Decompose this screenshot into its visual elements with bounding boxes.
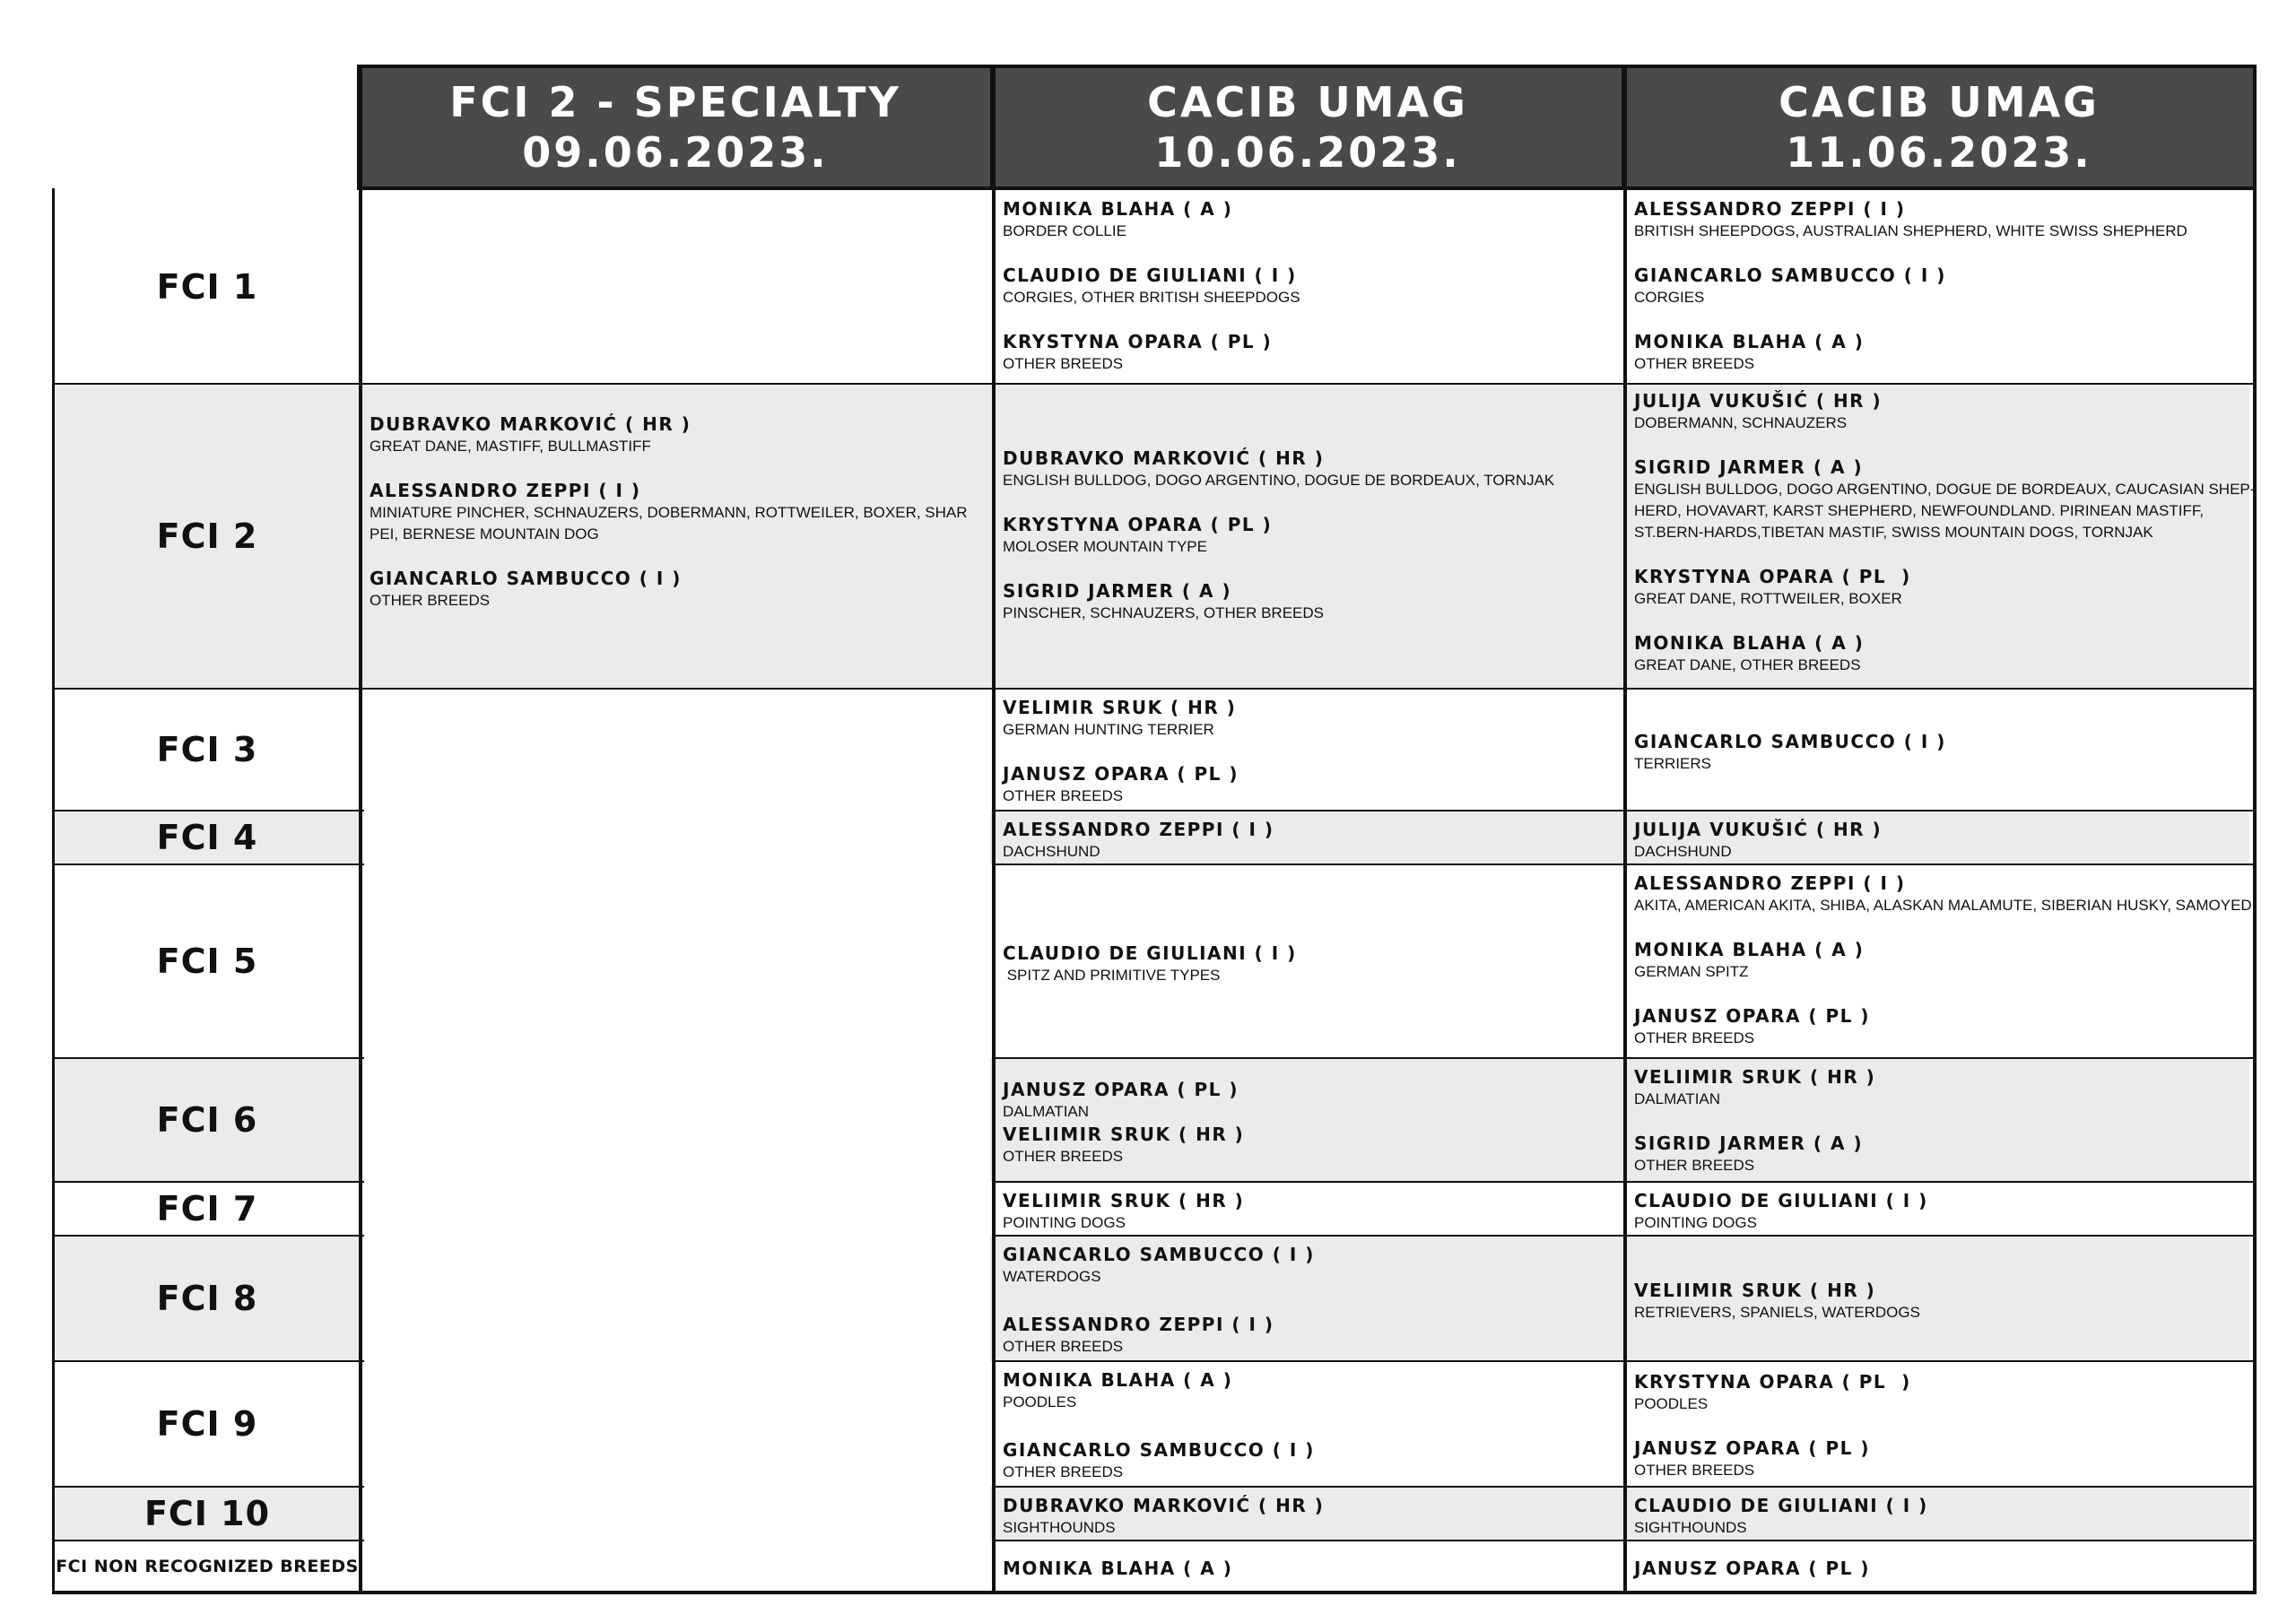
judge-name: ALESSANDRO ZEPPI ( I ) bbox=[1003, 819, 1274, 840]
breeds: POODLES bbox=[1003, 1393, 1077, 1410]
judge-name: KRYSTYNA OPARA ( PL ) bbox=[1634, 566, 1911, 587]
group-label-fci2: FCI 2 bbox=[156, 516, 258, 556]
breeds: RETRIEVERS, SPANIELS, WATERDOGS bbox=[1634, 1304, 1920, 1321]
breeds: ENGLISH BULLDOG, DOGO ARGENTINO, DOGUE DE BORDEAUX, TORNJAK bbox=[1003, 472, 1555, 489]
day2-fci4 bbox=[1627, 818, 1882, 863]
day2-fci7 bbox=[1627, 1189, 1928, 1234]
day2-fci8 bbox=[1627, 1279, 1920, 1324]
judge-name: CLAUDIO DE GIULIANI ( I ) bbox=[1634, 1495, 1928, 1516]
breeds: BORDER COLLIE bbox=[1003, 222, 1126, 239]
day1-fci2 bbox=[996, 447, 1554, 624]
judge-name: DUBRAVKO MARKOVIĆ ( HR ) bbox=[1003, 447, 1325, 469]
breeds: DACHSHUND bbox=[1634, 843, 1732, 860]
breeds: SPITZ AND PRIMITIVE TYPES bbox=[1003, 967, 1221, 984]
breeds: CORGIES, OTHER BRITISH SHEEPDOGS bbox=[1003, 289, 1300, 306]
breeds: DALMATIAN bbox=[1634, 1090, 1721, 1107]
judge-name: SIGRID JARMER ( A ) bbox=[1003, 580, 1232, 602]
breeds: POINTING DOGS bbox=[1003, 1214, 1126, 1231]
breeds: ENGLISH BULLDOG, DOGO ARGENTINO, DOGUE DE BORDEAUX, CAUCASIAN SHEP-HERD, HOVAVART, KARST SHEPHERD, NEWFOUNDLAND. PIRINEAN MASTIFF, ST.BERN-HARDS,TIBETAN MASTIF, SWISS MOUNTAIN DOGS, TORNJAK bbox=[1634, 481, 2256, 541]
breeds: DACHSHUND bbox=[1003, 843, 1100, 860]
row-line bbox=[54, 688, 2255, 690]
border-right bbox=[2253, 65, 2257, 1593]
breeds: POINTING DOGS bbox=[1634, 1214, 1757, 1231]
judge-name: MONIKA BLAHA ( A ) bbox=[1003, 198, 1233, 220]
judge-name: VELIIMIR SRUK ( HR ) bbox=[1003, 1124, 1245, 1145]
breeds: GERMAN HUNTING TERRIER bbox=[1003, 721, 1214, 738]
group-label-fci7: FCI 7 bbox=[156, 1189, 258, 1228]
specialty-fci2 bbox=[362, 412, 970, 612]
judge-name: VELIMIR SRUK ( HR ) bbox=[1003, 697, 1237, 718]
judge-name: MONIKA BLAHA ( A ) bbox=[1634, 939, 1865, 960]
group-label-fci4: FCI 4 bbox=[156, 818, 258, 857]
breeds: CORGIES bbox=[1634, 289, 1705, 306]
judge-name: JANUSZ OPARA ( PL ) bbox=[1634, 1437, 1871, 1459]
day1-fci4 bbox=[996, 818, 1274, 863]
breeds: MINIATURE PINCHER, SCHNAUZERS, DOBERMANN, ROTTWEILER, BOXER, SHAR PEI, BERNESE MOUNTAIN DOG bbox=[370, 504, 968, 542]
judge-name: KRYSTYNA OPARA ( PL ) bbox=[1003, 514, 1273, 535]
row-line bbox=[994, 1540, 2255, 1541]
breeds: SIGHTHOUNDS bbox=[1003, 1519, 1116, 1536]
day2-fci3 bbox=[1627, 730, 1946, 775]
judge-name: CLAUDIO DE GIULIANI ( I ) bbox=[1003, 265, 1297, 286]
day1-fci10 bbox=[996, 1494, 1324, 1539]
judge-name: SIGRID JARMER ( A ) bbox=[1634, 456, 1864, 478]
judge-name: ALESSANDRO ZEPPI ( I ) bbox=[1634, 198, 1906, 220]
judge-name: GIANCARLO SAMBUCCO ( I ) bbox=[1634, 265, 1946, 286]
breeds: OTHER BREEDS bbox=[1003, 787, 1124, 804]
day1-non-recognized bbox=[996, 1557, 1232, 1580]
judge-name: GIANCARLO SAMBUCCO ( I ) bbox=[1003, 1244, 1315, 1265]
judge-name: JANUSZ OPARA ( PL ) bbox=[1634, 1005, 1871, 1027]
judge-name: KRYSTYNA OPARA ( PL ) bbox=[1003, 331, 1273, 352]
breeds: TERRIERS bbox=[1634, 755, 1711, 772]
breeds: DALMATIAN bbox=[1003, 1103, 1090, 1120]
group-label-non-recognized: FCI NON RECOGNIZED BREEDS bbox=[56, 1556, 359, 1576]
judge-name: CLAUDIO DE GIULIANI ( I ) bbox=[1003, 942, 1297, 964]
header-date: 09.06.2023. bbox=[522, 128, 829, 177]
judge-name: GIANCARLO SAMBUCCO ( I ) bbox=[1634, 731, 1946, 752]
judge-name: ALESSANDRO ZEPPI ( I ) bbox=[370, 480, 641, 501]
breeds: OTHER BREEDS bbox=[1634, 355, 1755, 372]
row-line bbox=[994, 1360, 2255, 1362]
day1-fci9 bbox=[996, 1368, 1315, 1483]
day2-fci10 bbox=[1627, 1494, 1928, 1539]
judge-name: MONIKA BLAHA ( A ) bbox=[1003, 1369, 1233, 1391]
breeds: AKITA, AMERICAN AKITA, SHIBA, ALASKAN MALAMUTE, SIBERIAN HUSKY, SAMOYED bbox=[1634, 897, 2252, 914]
judge-name: MONIKA BLAHA ( A ) bbox=[1634, 632, 1865, 654]
specialty-blank-area bbox=[361, 689, 990, 1591]
day1-fci3 bbox=[996, 696, 1239, 807]
judge-name: VELIIMIR SRUK ( HR ) bbox=[1634, 1280, 1876, 1301]
judge-name: ALESSANDRO ZEPPI ( I ) bbox=[1003, 1314, 1274, 1335]
day2-fci5 bbox=[1627, 872, 2252, 1049]
judge-name: JANUSZ OPARA ( PL ) bbox=[1003, 1079, 1239, 1100]
day1-fci1 bbox=[996, 197, 1300, 375]
header-day2 bbox=[1622, 65, 2257, 190]
judge-name: CLAUDIO DE GIULIANI ( I ) bbox=[1634, 1190, 1928, 1211]
breeds: GREAT DANE, OTHER BREEDS bbox=[1634, 656, 1861, 673]
row-line bbox=[994, 1181, 2255, 1183]
breeds: OTHER BREEDS bbox=[1634, 1462, 1755, 1479]
day2-fci1 bbox=[1627, 197, 2187, 375]
judge-name: JANUSZ OPARA ( PL ) bbox=[1634, 1558, 1871, 1579]
breeds: GERMAN SPITZ bbox=[1634, 963, 1749, 980]
row-line bbox=[994, 1057, 2255, 1059]
header-day1 bbox=[990, 65, 1625, 190]
group-label-fci9: FCI 9 bbox=[156, 1404, 258, 1444]
judge-name: VELIIMIR SRUK ( HR ) bbox=[1634, 1066, 1876, 1088]
day1-fci8 bbox=[996, 1243, 1315, 1358]
header-title: FCI 2 - SPECIALTY bbox=[449, 78, 901, 126]
judge-name: GIANCARLO SAMBUCCO ( I ) bbox=[370, 568, 682, 589]
day2-fci9 bbox=[1627, 1370, 1911, 1481]
header-title: CACIB UMAG bbox=[1147, 78, 1468, 126]
header-specialty bbox=[357, 65, 994, 190]
judge-name: DUBRAVKO MARKOVIĆ ( HR ) bbox=[1003, 1495, 1325, 1516]
breeds: OTHER BREEDS bbox=[1634, 1157, 1755, 1174]
row-line bbox=[54, 383, 2255, 385]
breeds: WATERDOGS bbox=[1003, 1268, 1101, 1285]
day1-fci5 bbox=[996, 942, 1297, 986]
day2-fci6 bbox=[1627, 1065, 1875, 1176]
judge-name: JANUSZ OPARA ( PL ) bbox=[1003, 763, 1239, 785]
judge-name: GIANCARLO SAMBUCCO ( I ) bbox=[1003, 1439, 1315, 1461]
breeds: GREAT DANE, ROTTWEILER, BOXER bbox=[1634, 590, 1902, 607]
day1-fci7 bbox=[996, 1189, 1244, 1234]
breeds: PINSCHER, SCHNAUZERS, OTHER BREEDS bbox=[1003, 604, 1324, 621]
breeds: SIGHTHOUNDS bbox=[1634, 1519, 1747, 1536]
group-label-fci6: FCI 6 bbox=[156, 1100, 258, 1140]
breeds: DOBERMANN, SCHNAUZERS bbox=[1634, 414, 1848, 431]
judge-name: SIGRID JARMER ( A ) bbox=[1634, 1133, 1864, 1154]
header-title: CACIB UMAG bbox=[1779, 78, 2100, 126]
breeds: OTHER BREEDS bbox=[1003, 1338, 1124, 1355]
breeds: MOLOSER MOUNTAIN TYPE bbox=[1003, 538, 1207, 555]
row-line bbox=[994, 1235, 2255, 1237]
group-label-fci5: FCI 5 bbox=[156, 942, 258, 981]
breeds: OTHER BREEDS bbox=[1003, 1148, 1124, 1165]
judge-name: ALESSANDRO ZEPPI ( I ) bbox=[1634, 872, 1906, 894]
group-label-fci8: FCI 8 bbox=[156, 1279, 258, 1318]
day2-non-recognized bbox=[1627, 1557, 1870, 1580]
judge-name: VELIIMIR SRUK ( HR ) bbox=[1003, 1190, 1245, 1211]
group-label-fci3: FCI 3 bbox=[156, 730, 258, 769]
breeds: OTHER BREEDS bbox=[1003, 1463, 1124, 1480]
day1-fci6 bbox=[996, 1078, 1244, 1167]
breeds: OTHER BREEDS bbox=[370, 592, 491, 609]
judge-name: JULIJA VUKUŠIĆ ( HR ) bbox=[1634, 390, 1883, 412]
judge-name: JULIJA VUKUŠIĆ ( HR ) bbox=[1634, 819, 1883, 840]
row-line bbox=[994, 810, 2255, 812]
breeds: OTHER BREEDS bbox=[1003, 355, 1124, 372]
judge-name: DUBRAVKO MARKOVIĆ ( HR ) bbox=[370, 413, 691, 435]
group-label-fci1: FCI 1 bbox=[156, 266, 258, 307]
header-date: 11.06.2023. bbox=[1786, 128, 2092, 177]
judge-name: MONIKA BLAHA ( A ) bbox=[1634, 331, 1865, 352]
judge-name: KRYSTYNA OPARA ( PL ) bbox=[1634, 1371, 1911, 1393]
breeds: POODLES bbox=[1634, 1395, 1709, 1412]
row-line bbox=[994, 1486, 2255, 1488]
row-line bbox=[994, 864, 2255, 865]
border-bottom bbox=[52, 1591, 2257, 1594]
breeds: GREAT DANE, MASTIFF, BULLMASTIFF bbox=[370, 438, 651, 455]
judge-name: MONIKA BLAHA ( A ) bbox=[1003, 1558, 1233, 1579]
header-date: 10.06.2023. bbox=[1154, 128, 1461, 177]
breeds: OTHER BREEDS bbox=[1634, 1029, 1755, 1046]
breeds: BRITISH SHEEPDOGS, AUSTRALIAN SHEPHERD, WHITE SWISS SHEPHERD bbox=[1634, 222, 2187, 239]
day2-fci2 bbox=[1627, 389, 2257, 676]
group-label-fci10: FCI 10 bbox=[144, 1494, 271, 1533]
